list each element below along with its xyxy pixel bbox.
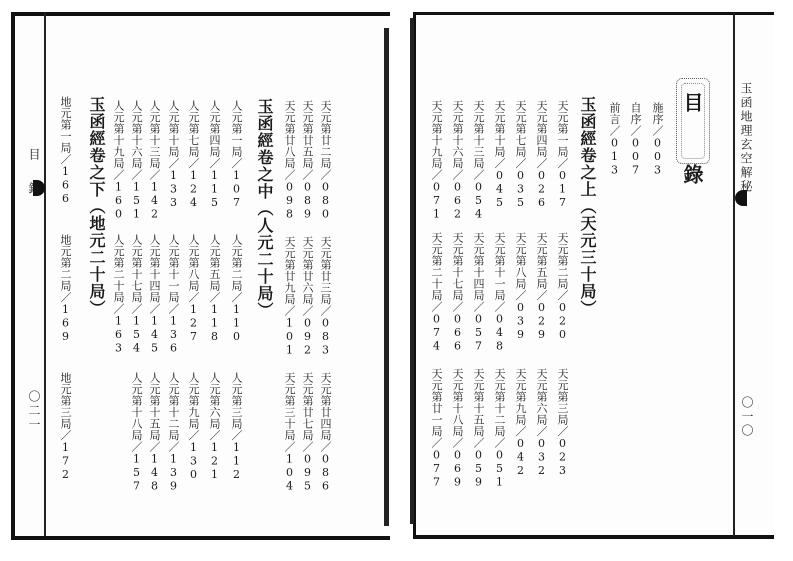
section-heading-up: 玉函經卷之上（天元三十局） bbox=[578, 96, 597, 317]
toc-entry: 地元第二局／169 bbox=[59, 234, 72, 344]
left-margin-rule bbox=[44, 12, 46, 536]
toc-entry: 人元第十九局／160 bbox=[112, 100, 125, 221]
toc-entry: 天元第八局／039 bbox=[514, 232, 527, 342]
toc-entry: 天元第十四局／057 bbox=[472, 232, 485, 353]
toc-entry: 人元第四局／115 bbox=[208, 100, 221, 210]
toc-entry: 天元第九局／042 bbox=[514, 368, 527, 478]
toc-entry: 人元第十局／133 bbox=[167, 100, 180, 210]
toc-entry: 人元第十六局／151 bbox=[130, 100, 143, 221]
left-page-spine-edge bbox=[384, 28, 389, 526]
toc-entry: 天元第十局／045 bbox=[493, 100, 506, 210]
toc-entry: 天元第廿九局／101 bbox=[283, 236, 296, 357]
toc-entry: 人元第九局／130 bbox=[187, 372, 200, 482]
preface-entry: 自序／007 bbox=[629, 102, 642, 177]
preface-entry: 施序／003 bbox=[651, 102, 664, 177]
toc-entry: 地元第一局／166 bbox=[59, 96, 72, 206]
toc-entry: 人元第十五局／148 bbox=[148, 372, 161, 493]
toc-entry: 人元第三局／112 bbox=[230, 372, 243, 482]
toc-entry: 天元第三十局／104 bbox=[283, 372, 296, 493]
left-margin-title: 目 錄 bbox=[27, 148, 41, 198]
toc-entry: 天元第十一局／048 bbox=[493, 232, 506, 353]
toc-entry: 人元第五局／118 bbox=[208, 234, 221, 344]
right-margin-title: 玉函地理玄空解秘 bbox=[739, 82, 753, 194]
toc-entry: 天元第廿八局／098 bbox=[283, 100, 296, 221]
toc-entry: 地元第三局／172 bbox=[59, 372, 72, 482]
toc-entry: 人元第十七局／154 bbox=[130, 234, 143, 355]
toc-entry: 天元第廿三局／083 bbox=[319, 236, 332, 357]
toc-entry: 天元第廿二局／080 bbox=[319, 100, 332, 221]
toc-entry: 天元第十五局／059 bbox=[472, 368, 485, 489]
right-page-spine-edge bbox=[410, 18, 414, 524]
toc-entry: 人元第八局／127 bbox=[187, 234, 200, 344]
section-heading-low: 玉函經卷之下（地元二十局） bbox=[87, 96, 106, 317]
toc-entry: 天元第一局／017 bbox=[556, 100, 569, 210]
toc-entry: 人元第二十局／163 bbox=[112, 234, 125, 355]
toc-entry: 人元第十二局／139 bbox=[167, 372, 180, 493]
toc-entry: 人元第十三局／142 bbox=[148, 100, 161, 221]
toc-entry: 天元第十三局／054 bbox=[472, 100, 485, 221]
toc-entry: 天元第七局／035 bbox=[514, 100, 527, 210]
toc-entry: 人元第十八局／157 bbox=[130, 372, 143, 493]
toc-entry: 天元第二局／020 bbox=[556, 232, 569, 342]
toc-entry: 天元第廿四局／086 bbox=[319, 372, 332, 493]
toc-entry: 人元第一局／107 bbox=[230, 100, 243, 210]
toc-entry: 天元第二十局／074 bbox=[430, 232, 443, 353]
toc-entry: 人元第十一局／136 bbox=[167, 234, 180, 355]
right-margin-rule bbox=[733, 12, 735, 536]
toc-entry: 人元第二局／110 bbox=[230, 234, 243, 344]
toc-entry: 天元第廿七局／095 bbox=[301, 372, 314, 493]
toc-entry: 天元第十七局／066 bbox=[451, 232, 464, 353]
toc-entry: 天元第五局／029 bbox=[535, 232, 548, 342]
toc-entry: 天元第十八局／069 bbox=[451, 368, 464, 489]
toc-entry: 天元第廿五局／089 bbox=[301, 100, 314, 221]
toc-entry: 天元第十九局／071 bbox=[430, 100, 443, 221]
right-page-number: 〇一〇 bbox=[740, 396, 754, 438]
preface-entry: 前言／013 bbox=[608, 102, 621, 177]
left-page-number: 〇二一 bbox=[27, 390, 41, 432]
section-heading-mid: 玉函經卷之中（人元二十局） bbox=[255, 98, 274, 319]
toc-entry: 天元第廿六局／092 bbox=[301, 236, 314, 357]
toc-entry: 天元第四局／026 bbox=[535, 100, 548, 210]
toc-entry: 天元第十六局／062 bbox=[451, 100, 464, 221]
toc-entry: 天元第三局／023 bbox=[556, 368, 569, 478]
toc-entry: 人元第十四局／145 bbox=[148, 234, 161, 355]
toc-entry: 人元第七局／124 bbox=[187, 100, 200, 210]
toc-title: 目 錄 bbox=[680, 92, 704, 198]
toc-entry: 人元第六局／121 bbox=[208, 372, 221, 482]
toc-entry: 天元第廿一局／077 bbox=[430, 368, 443, 489]
toc-entry: 天元第十二局／051 bbox=[493, 368, 506, 489]
toc-entry: 天元第六局／032 bbox=[535, 368, 548, 478]
